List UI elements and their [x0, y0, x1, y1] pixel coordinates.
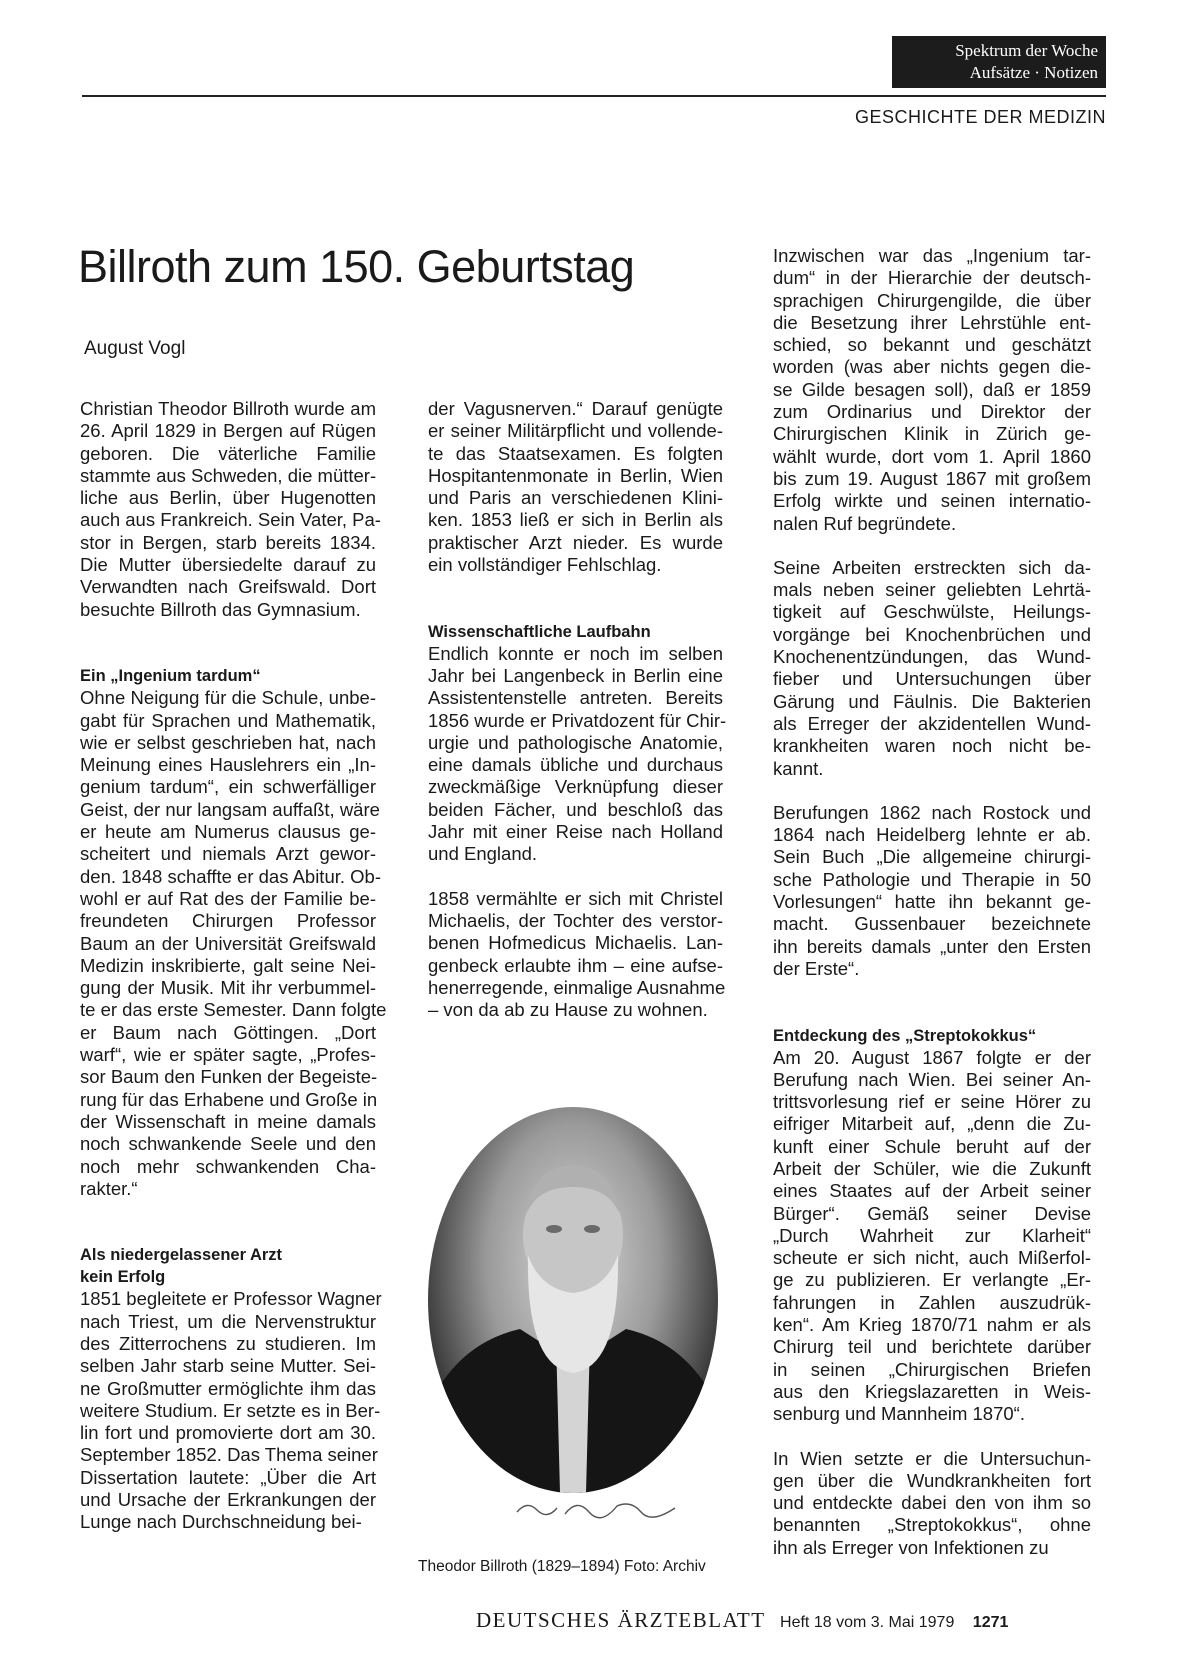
- spacer: [80, 643, 376, 665]
- section-heading: Wissenschaftliche Laufbahn: [428, 622, 651, 641]
- text-line: gen über die Wundkrankheiten fort: [773, 1469, 1091, 1491]
- text-line: Geist, der nur langsam auffaßt, wäre: [80, 798, 380, 820]
- text-line: scheute er sich nicht, auch Mißerfol-: [773, 1247, 1091, 1269]
- heading-line: Als niedergelassener Arzt: [80, 1246, 283, 1265]
- paragraph: [80, 1288, 382, 1533]
- journal-masthead: DEUTSCHES ÄRZTEBLATT: [476, 1608, 766, 1632]
- text-line: Dissertation lautete: „Über die Art: [80, 1466, 376, 1488]
- text-line: in seinen „Chirurgischen Briefen: [773, 1358, 1091, 1380]
- text-line: den. 1848 schaffte er das Abitur. Ob-: [80, 865, 381, 887]
- text-line: In Wien setzte er die Untersuchun-: [773, 1447, 1091, 1469]
- text-line: henerregende, einmalige Ausnahme: [428, 976, 726, 998]
- text-line: und England.: [428, 843, 538, 865]
- section-heading: Ein „Ingenium tardum“: [80, 667, 261, 686]
- text-line: selben Jahr starb seine Mutter. Sei-: [80, 1355, 376, 1377]
- text-line: wohl er auf Rat des der Familie be-: [80, 887, 376, 909]
- section-heading: Entdeckung des „Streptokokkus“: [773, 1026, 1037, 1045]
- article-author: August Vogl: [84, 338, 186, 359]
- page-footer: [476, 1608, 1008, 1633]
- text-line: und Ursache der Erkrankungen der: [80, 1489, 376, 1511]
- text-line: ein vollständiger Fehlschlag.: [428, 554, 662, 576]
- text-line: Arbeit der Schüler, wie die Zukunft: [773, 1157, 1091, 1179]
- text-line: Berufungen 1862 nach Rostock und: [773, 801, 1091, 823]
- text-line: Baum an der Universität Greifswald: [80, 932, 376, 954]
- text-line: tigkeit auf Geschwülste, Heilungs-: [773, 601, 1091, 623]
- text-line: Sein Buch „Die allgemeine chirurgi-: [773, 846, 1091, 868]
- text-line: rakter.“: [80, 1177, 138, 1199]
- text-line: und entdeckte dabei den von ihm so: [773, 1492, 1091, 1514]
- text-line: noch schwankende Seele und den: [80, 1133, 376, 1155]
- text-line: eines Staates auf der Arbeit seiner: [773, 1180, 1091, 1202]
- text-line: wie er selbst geschrieben hat, nach: [80, 731, 376, 753]
- paragraph: [773, 802, 1091, 980]
- badge-line-2: Aufsätze · Notizen: [969, 63, 1098, 82]
- text-line: September 1852. Das Thema seiner: [80, 1444, 378, 1466]
- text-line: Ohne Neigung für die Schule, unbe-: [80, 687, 376, 709]
- text-line: ihn bereits damals „unter den Ersten: [773, 935, 1091, 957]
- text-line: benen Hofmedicus Michaelis. Lan-: [428, 932, 723, 954]
- text-column-3: [773, 245, 1091, 1559]
- text-line: Meinung eines Hauslehrers ein „In-: [80, 754, 376, 776]
- text-line: Verwandten nach Greifswald. Dort: [80, 576, 376, 598]
- text-line: vorgänge bei Knochenbrüchen und: [773, 623, 1091, 645]
- text-line: weitere Studium. Er setzte es in Ber-: [80, 1399, 381, 1421]
- text-line: benannten „Streptokokkus“, ohne: [773, 1514, 1091, 1536]
- text-line: Seine Arbeiten erstreckten sich da-: [773, 556, 1091, 578]
- portrait-illustration: [428, 1107, 718, 1493]
- photo-caption: Theodor Billroth (1829–1894) Foto: Archiv: [418, 1558, 706, 1575]
- text-line: Erfolg wirkte und seinen internatio-: [773, 490, 1091, 512]
- text-line: noch mehr schwankenden Cha-: [80, 1155, 376, 1177]
- spacer: [428, 598, 723, 620]
- text-line: freundeten Chirurgen Professor: [80, 910, 376, 932]
- text-line: kunft einer Schule beruht auf der: [773, 1135, 1091, 1157]
- text-line: Medizin inskribierte, galt seine Nei-: [80, 954, 376, 976]
- paragraph: [80, 687, 387, 1200]
- text-line: praktischer Arzt nieder. Es wurde: [428, 531, 723, 553]
- portrait-photo: [428, 1107, 718, 1493]
- text-line: Jahr bei Langenbeck in Berlin eine: [428, 664, 723, 686]
- text-line: krankheiten waren noch nicht be-: [773, 735, 1091, 757]
- text-line: wählt wurde, dort vom 1. April 1860: [773, 445, 1091, 467]
- text-line: genium tardum“, ein schwerfälliger: [80, 776, 376, 798]
- text-line: schied, so bekannt und geschätzt: [773, 334, 1091, 356]
- text-line: Hospitantenmonate in Berlin, Wien: [428, 464, 723, 486]
- text-line: se Gilde besagen soll), daß er 1859: [773, 378, 1091, 400]
- text-line: Endlich konnte er noch im selben: [428, 642, 723, 664]
- text-line: zum Ordinarius und Direktor der: [773, 401, 1091, 423]
- text-line: dum“ in der Hierarchie der deutsch-: [773, 267, 1091, 289]
- text-line: sor Baum den Funken der Begeiste-: [80, 1066, 378, 1088]
- text-line: rung für das Erhabene und Große in: [80, 1088, 378, 1110]
- spacer: [773, 1002, 1091, 1024]
- text-line: Jahr mit einer Reise nach Holland: [428, 821, 723, 843]
- paragraph: [428, 887, 726, 1022]
- badge-line-1: Spektrum der Woche: [955, 41, 1098, 60]
- text-line: eifriger Mitarbeit auf, „denn die Zu-: [773, 1113, 1091, 1135]
- text-line: sprachigen Chirurgengilde, die über: [773, 289, 1091, 311]
- text-line: auch aus Frankreich. Sein Vater, Pa-: [80, 509, 381, 531]
- heading-line: kein Erfolg: [80, 1268, 166, 1287]
- article-title: Billroth zum 150. Geburtstag: [78, 241, 635, 292]
- text-line: te er das erste Semester. Dann folgte: [80, 999, 387, 1021]
- text-line: – von da ab zu Hause zu wohnen.: [428, 999, 708, 1021]
- text-line: ken“. Am Krieg 1870/71 nahm er als: [773, 1314, 1091, 1336]
- text-line: nalen Ruf begründete.: [773, 512, 957, 534]
- text-line: Assistentenstelle antreten. Bereits: [428, 687, 723, 709]
- text-line: er heute am Numerus clausus ge-: [80, 821, 376, 843]
- text-line: Bürger“. Gemäß seiner Devise: [773, 1202, 1091, 1224]
- text-line: zweckmäßige Verknüpfung dieser: [428, 776, 723, 798]
- text-line: der Erste“.: [773, 957, 860, 979]
- text-line: stor in Bergen, starb bereits 1834.: [80, 531, 376, 553]
- text-line: des Zitterrochens zu studieren. Im: [80, 1332, 376, 1354]
- text-line: fahrungen in Zahlen auszudrük-: [773, 1291, 1091, 1313]
- text-line: als Erreger der akzidentellen Wund-: [773, 712, 1091, 734]
- text-line: Michaelis, der Tochter des verstor-: [428, 909, 723, 931]
- text-line: macht. Gussenbauer bezeichnete: [773, 913, 1091, 935]
- text-line: er Baum nach Göttingen. „Dort: [80, 1021, 376, 1043]
- text-line: bis zum 19. August 1867 mit großem: [773, 467, 1091, 489]
- section-label: GESCHICHTE DER MEDIZIN: [854, 107, 1106, 127]
- paragraph: [428, 398, 723, 576]
- text-line: 1851 begleitete er Professor Wagner: [80, 1288, 382, 1310]
- text-line: ihn als Erreger von Infektionen zu: [773, 1536, 1049, 1558]
- text-line: 1864 nach Heidelberg lehnte er ab.: [773, 824, 1091, 846]
- text-line: aus den Kriegslazaretten in Weis-: [773, 1380, 1091, 1402]
- text-line: nach Triest, um die Nervenstruktur: [80, 1310, 376, 1332]
- text-line: „Durch Wahrheit zur Klarheit“: [773, 1224, 1091, 1246]
- paragraph: [773, 1047, 1091, 1426]
- text-line: ne Großmutter ermöglichte ihm das: [80, 1377, 376, 1399]
- text-column-1: [80, 398, 387, 1534]
- text-line: Lunge nach Durchschneidung bei-: [80, 1511, 362, 1533]
- paragraph: [428, 642, 727, 866]
- text-line: ge zu publizieren. Er verlangte „Er-: [773, 1269, 1091, 1291]
- text-line: trittsvorlesung rief er seine Hörer zu: [773, 1091, 1091, 1113]
- text-line: fieber und Untersuchungen über: [773, 668, 1091, 690]
- text-line: urgie und pathologische Anatomie,: [428, 731, 723, 753]
- text-line: sche Pathologie und Therapie in 50: [773, 868, 1091, 890]
- issue-info: Heft 18 vom 3. Mai 1979: [780, 1614, 955, 1631]
- text-line: kannt.: [773, 757, 824, 779]
- text-line: mals neben seiner geliebten Lehrtä-: [773, 579, 1091, 601]
- text-line: scheitert und niemals Arzt gewor-: [80, 843, 376, 865]
- text-line: Chirurgischen Klinik in Zürich ge-: [773, 423, 1091, 445]
- text-line: eine damals übliche und durchaus: [428, 754, 723, 776]
- paragraph: [80, 398, 381, 621]
- text-line: gabt für Sprachen und Mathematik,: [80, 709, 376, 731]
- text-line: 26. April 1829 in Bergen auf Rügen: [80, 420, 376, 442]
- paragraph: [773, 245, 1091, 535]
- text-line: genbeck erlaubte ihm – eine aufse-: [428, 954, 723, 976]
- section-heading: [80, 1244, 376, 1288]
- text-line: liche aus Berlin, über Hugenotten: [80, 487, 376, 509]
- text-line: Am 20. August 1867 folgte er der: [773, 1046, 1091, 1068]
- text-line: er seiner Militärpflicht und vollende-: [428, 420, 723, 442]
- text-line: Christian Theodor Billroth wurde am: [80, 398, 376, 419]
- text-line: Die Mutter übersiedelte darauf zu: [80, 554, 376, 576]
- text-line: gung der Musik. Mit ihr verbummel-: [80, 977, 376, 999]
- text-column-2: [428, 398, 727, 1021]
- text-line: besuchte Billroth das Gymnasium.: [80, 598, 361, 620]
- page-number: 1271: [972, 1614, 1009, 1631]
- text-line: stammte aus Schweden, die mütter-: [80, 464, 377, 486]
- section-badge: [892, 36, 1106, 88]
- spacer: [80, 1222, 376, 1244]
- text-line: Gärung und Fäulnis. Die Bakterien: [773, 690, 1091, 712]
- text-line: worden (was aber nichts gegen die-: [773, 356, 1091, 378]
- text-line: Vorlesungen“ hatte ihn bekannt ge-: [773, 891, 1091, 913]
- text-line: beiden Fächer, und beschloß das: [428, 798, 723, 820]
- header-rule: [82, 95, 1106, 97]
- text-line: und Paris an verschiedenen Klini-: [428, 487, 723, 509]
- text-line: die Besetzung ihrer Lehrstühle ent-: [773, 311, 1091, 333]
- text-line: 1858 vermählte er sich mit Christel: [428, 887, 723, 909]
- text-line: warf“, wie er später sagte, „Profes-: [80, 1044, 376, 1066]
- text-line: Knochenentzündungen, das Wund-: [773, 646, 1091, 668]
- signature-image: [505, 1492, 695, 1522]
- paragraph: [773, 1448, 1091, 1559]
- text-line: 1856 wurde er Privatdozent für Chir-: [428, 709, 727, 731]
- text-line: der Wissenschaft in meine damals: [80, 1110, 376, 1132]
- text-line: te das Staatsexamen. Es folgten: [428, 442, 723, 464]
- text-line: Berufung nach Wien. Bei seiner An-: [773, 1068, 1091, 1090]
- paragraph: [773, 557, 1091, 780]
- text-line: der Vagusnerven.“ Darauf genügte: [428, 398, 723, 419]
- text-line: senburg und Mannheim 1870“.: [773, 1403, 1025, 1425]
- text-line: lin fort und promovierte dort am 30.: [80, 1422, 376, 1444]
- text-line: geboren. Die väterliche Familie: [80, 442, 376, 464]
- text-line: ken. 1853 ließ er sich in Berlin als: [428, 509, 723, 531]
- text-line: Chirurg teil und berichtete darüber: [773, 1336, 1091, 1358]
- text-line: Inzwischen war das „Ingenium tar-: [773, 245, 1091, 266]
